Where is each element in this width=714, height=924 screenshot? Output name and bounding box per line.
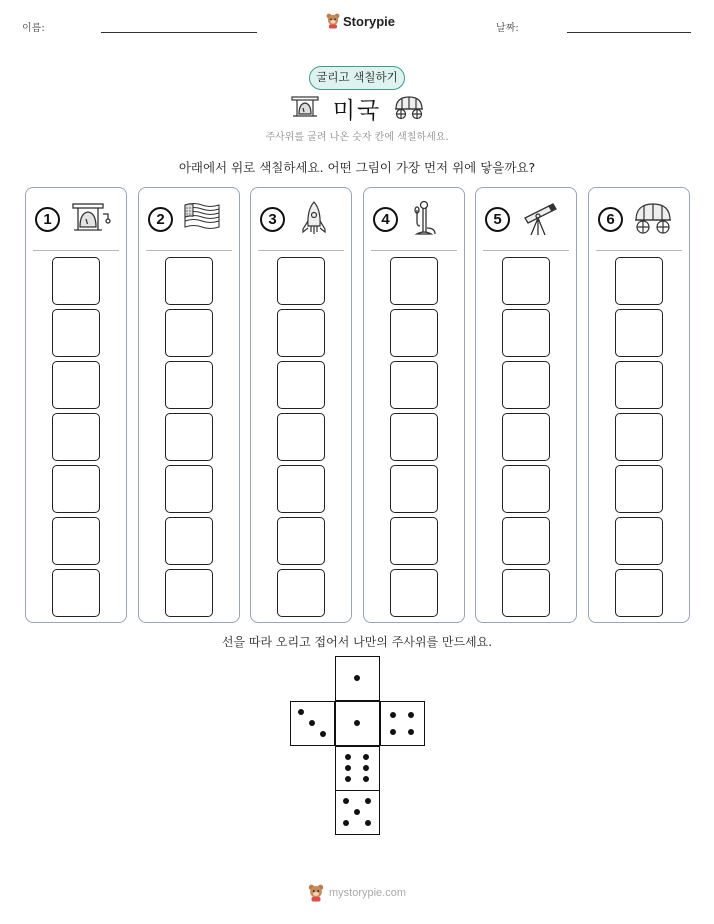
color-box[interactable] (615, 517, 663, 565)
dice-face-6[interactable] (335, 746, 380, 791)
color-box[interactable] (165, 569, 213, 617)
dice-face-3[interactable] (290, 701, 335, 746)
column-4 (363, 187, 465, 623)
pip (309, 720, 315, 726)
color-box[interactable] (390, 309, 438, 357)
column-number: 2 (148, 207, 173, 232)
column-number: 6 (598, 207, 623, 232)
page-title: 미국 (332, 98, 382, 124)
color-box[interactable] (165, 413, 213, 461)
color-box[interactable] (52, 309, 100, 357)
column-number: 1 (35, 207, 60, 232)
pip (345, 765, 351, 771)
color-box[interactable] (277, 569, 325, 617)
color-box[interactable] (615, 361, 663, 409)
date-line[interactable] (567, 32, 691, 33)
pip (363, 754, 369, 760)
activity-subtitle: 주사위를 굴려 나온 숫자 칸에 색칠하세요. (265, 132, 449, 143)
pip (343, 820, 349, 826)
column-divider (483, 250, 569, 251)
pip (390, 712, 396, 718)
color-box[interactable] (165, 309, 213, 357)
brand-name: Storypie (343, 13, 396, 29)
column-5 (475, 187, 577, 623)
pip (363, 776, 369, 782)
bear-mascot-icon (326, 13, 340, 29)
color-box[interactable] (52, 517, 100, 565)
color-box[interactable] (390, 257, 438, 305)
rocket-icon (294, 200, 334, 240)
column-6 (588, 187, 690, 623)
pip (354, 675, 360, 681)
pip (320, 731, 326, 737)
telescope-icon (519, 200, 559, 240)
pip (345, 754, 351, 760)
dice-face-4[interactable] (380, 701, 425, 746)
pip (390, 729, 396, 735)
pip (408, 729, 414, 735)
column-number: 3 (260, 207, 285, 232)
pip (365, 820, 371, 826)
activity-tag: 굴리고 색칠하기 (309, 66, 405, 90)
color-box[interactable] (502, 413, 550, 461)
color-box[interactable] (502, 361, 550, 409)
date-label: 날짜: (496, 23, 519, 34)
color-box[interactable] (277, 361, 325, 409)
dice-face-5[interactable] (335, 790, 380, 835)
color-box[interactable] (277, 413, 325, 461)
dice-face-1[interactable] (335, 701, 380, 746)
color-box[interactable] (615, 309, 663, 357)
name-label: 이름: (22, 23, 45, 34)
column-number: 4 (373, 207, 398, 232)
color-box[interactable] (615, 465, 663, 513)
column-divider (596, 250, 682, 251)
footer (308, 884, 406, 902)
activity-instruction: 아래에서 위로 색칠하세요. 어떤 그림이 가장 먼저 위에 닿을까요? (178, 160, 536, 175)
pip (363, 765, 369, 771)
color-box[interactable] (390, 465, 438, 513)
color-box[interactable] (165, 257, 213, 305)
column-divider (33, 250, 119, 251)
covered-wagon-icon (392, 94, 426, 120)
color-box[interactable] (615, 413, 663, 461)
color-box[interactable] (52, 465, 100, 513)
candlestick-telephone-icon (407, 200, 447, 240)
column-1 (25, 187, 127, 623)
us-flag-icon (182, 200, 222, 234)
pip (354, 720, 360, 726)
covered-wagon-icon (632, 200, 674, 236)
footer-url[interactable]: mystorypie.com (329, 887, 407, 899)
pip (298, 709, 304, 715)
liberty-bell-icon (69, 200, 111, 234)
dice-instruction: 선을 따라 오리고 접어서 나만의 주사위를 만드세요. (221, 635, 493, 649)
color-box[interactable] (502, 517, 550, 565)
color-box[interactable] (390, 569, 438, 617)
color-box[interactable] (277, 257, 325, 305)
color-box[interactable] (165, 517, 213, 565)
color-box[interactable] (52, 361, 100, 409)
column-divider (258, 250, 344, 251)
brand-logo (326, 13, 395, 29)
column-divider (146, 250, 232, 251)
color-box[interactable] (615, 257, 663, 305)
color-box[interactable] (277, 309, 325, 357)
pip (354, 809, 360, 815)
color-box[interactable] (277, 517, 325, 565)
bear-mascot-icon (308, 884, 324, 902)
color-box[interactable] (502, 465, 550, 513)
column-3 (250, 187, 352, 623)
column-number: 5 (485, 207, 510, 232)
pip (365, 798, 371, 804)
column-2 (138, 187, 240, 623)
color-box[interactable] (502, 257, 550, 305)
color-box[interactable] (502, 569, 550, 617)
color-box[interactable] (52, 257, 100, 305)
pip (408, 712, 414, 718)
name-line[interactable] (101, 32, 257, 33)
color-box[interactable] (390, 361, 438, 409)
color-box[interactable] (277, 465, 325, 513)
color-box[interactable] (390, 413, 438, 461)
column-divider (371, 250, 457, 251)
color-box[interactable] (165, 361, 213, 409)
pip (343, 798, 349, 804)
color-box[interactable] (165, 465, 213, 513)
color-box[interactable] (615, 569, 663, 617)
dice-face-1[interactable] (335, 656, 380, 701)
color-box[interactable] (390, 517, 438, 565)
color-box[interactable] (502, 309, 550, 357)
pip (345, 776, 351, 782)
color-box[interactable] (52, 569, 100, 617)
color-box[interactable] (52, 413, 100, 461)
